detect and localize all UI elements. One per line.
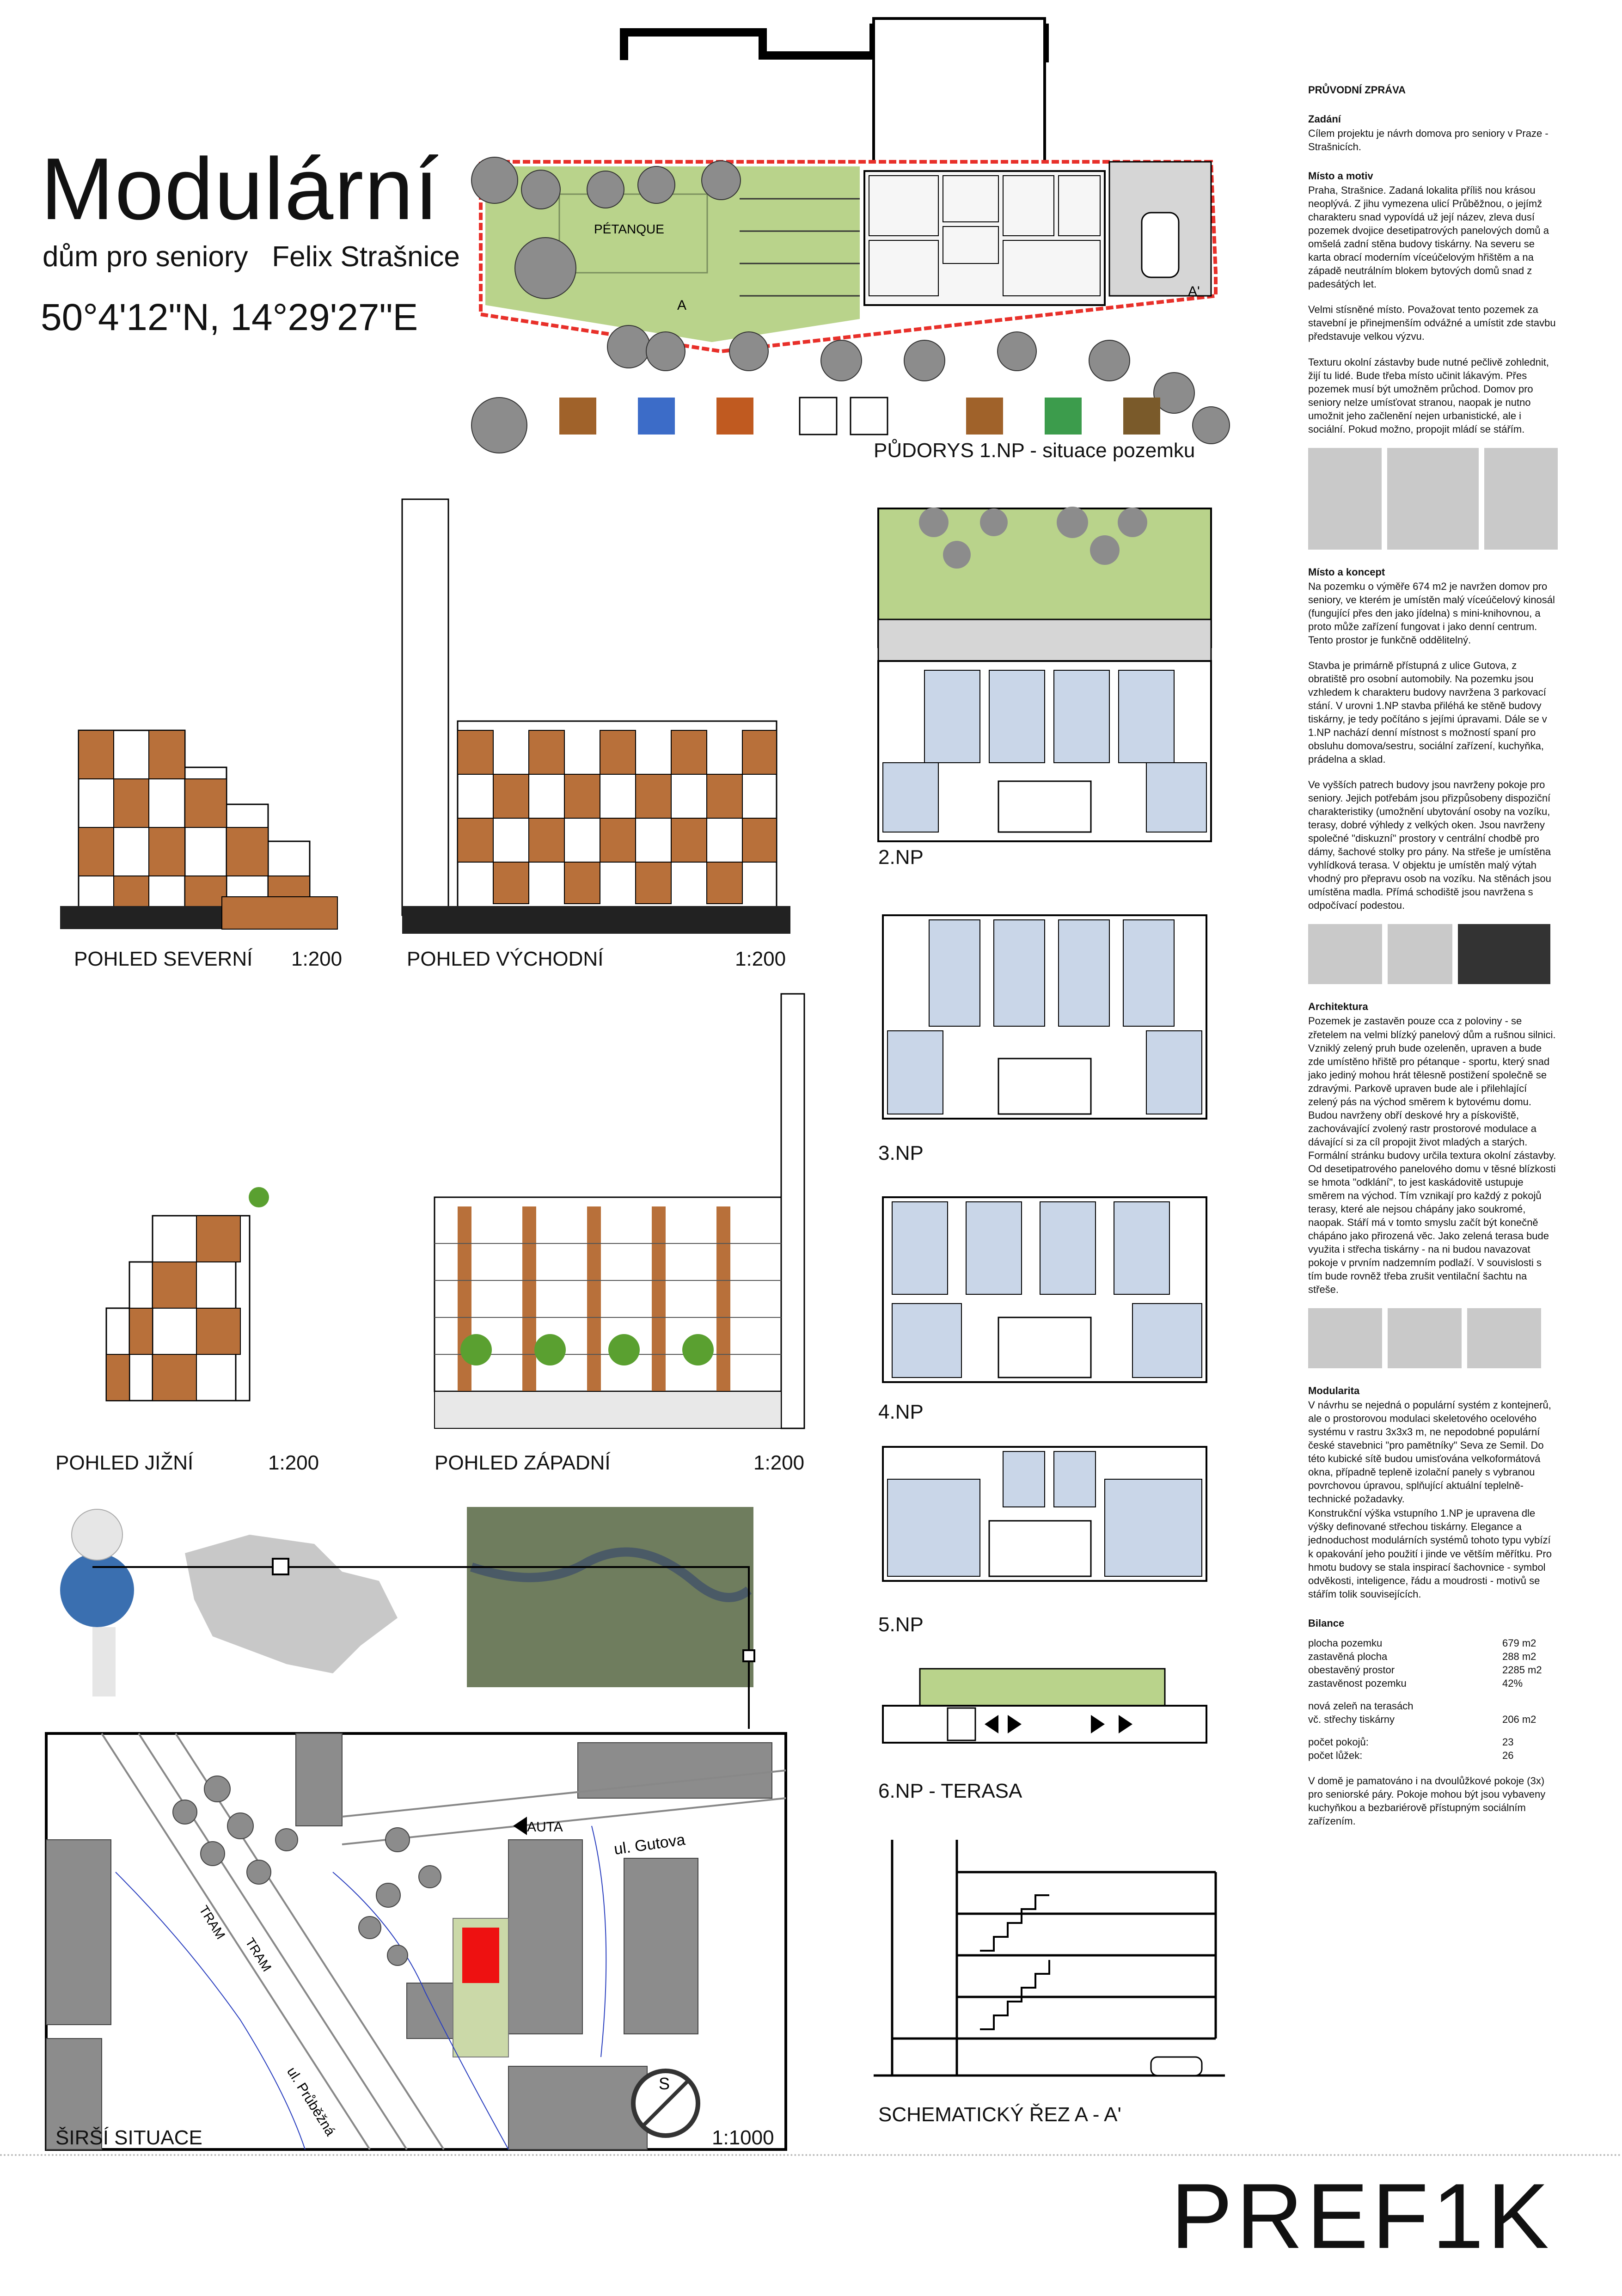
section-mark-a2: A': [1188, 284, 1200, 299]
photo: [1388, 1308, 1462, 1368]
location-maps: [55, 1498, 804, 1738]
north-label: S: [659, 2074, 670, 2093]
elevation-west-scale: 1:200: [753, 1451, 805, 1474]
elevation-north-scale: 1:200: [291, 948, 343, 970]
brand-logo: PREF1K: [1170, 2165, 1553, 2268]
modularita-heading: Modularita: [1308, 1385, 1360, 1397]
misto-heading: Místo a motiv: [1308, 170, 1373, 182]
architektura-text: Pozemek je zastavěn pouze cca z poloviny - se zřetelem na velmi blízký panelový dům a rušnou silnici. Vzniklý zelený pruh bude ozeleněn, upraven a bude zde umístěno hřiště pro pétanque - sportu, který snad jako jediný mohou hrát tělesně postižení společně se zdravými. Parkově upraven bude ale i přilehlající zelený pás na východ směrem k bytovému domu. Budou navrženy obří deskové hry a pískoviště, zachovávající zvolený rastr prostorové modulace a dávající si za cíl propojit život mladých a starých. Formální stránku budovy určila textura okolní zástavby. Od desetipatrového panelového domu v těsné blízkosti se hmota "odklání", to jest kaskádovitě ustupuje směrem na východ. Tím vznikají pro každý z pokojů terasy, které ale nejsou chápány jako soukromé, naopak. Stáří má v tomto smyslu začít být konečně chápáno jako přirozená věc. Jako zelená terasa bude využita i střecha tiskárny - na ni budou navazovat pokoje v prvním nadzemním podlaží. V souvislosti s tím bude rovněž třeba zrušit ventilační šachtu na střeše.: [1308, 1015, 1556, 1296]
section-caption: SCHEMATICKÝ ŘEZ A - A': [878, 2103, 1121, 2126]
figure-icon: [72, 1509, 122, 1560]
auta-label: AUTA: [527, 1819, 563, 1835]
final-text: V domě je pamatováno i na dvoulůžkové pokoje (3x) pro seniorské páry. Pokoje mohou být jsou vybaveny kuchyňkou a bezbariérově přístupným sociálním zařízením.: [1308, 1775, 1546, 1827]
modularita-text-2: Konstrukční výška vstupního 1.NP je upravena dle výšky definované střechou tiskárny. Elegance a jednoduchost modulárních systémů tohoto typu vybízí k opakování jeho použití i jinde ve větším měřítku. Pro hmotu budovy se stala inspirací šachovnice - symbol odvěkosti, inteligence, řádu a moudrosti - motivů se stářím tolik souvisejících.: [1308, 1507, 1552, 1600]
section-a-a: [874, 1831, 1225, 2089]
floor-plan-4np: [874, 1193, 1216, 1391]
table-row: počet lůžek: 26: [1308, 1749, 1514, 1761]
table-row: obestavěný prostor 2285 m2: [1308, 1664, 1542, 1676]
zadani-heading: Zadání: [1308, 113, 1341, 125]
tram-label-2: TRAM: [242, 1935, 275, 1974]
game-boards: [559, 398, 1160, 435]
elevation-south-scale: 1:200: [268, 1451, 319, 1474]
koncept-heading: Místo a koncept: [1308, 566, 1385, 578]
elevation-north-caption: POHLED SEVERNÍ: [74, 948, 253, 970]
tram-label-1: TRAM: [196, 1903, 228, 1942]
floor-plan-2np-label: 2.NP: [878, 846, 924, 869]
floor-plan-4np-label: 4.NP: [878, 1401, 924, 1423]
elevation-east-caption: POHLED VÝCHODNÍ: [407, 948, 604, 970]
floor-plan-3np: [874, 911, 1216, 1128]
koncept-text-1: Na pozemku o výměře 674 m2 je navržen domov pro seniory, ve kterém je umístěn malý víceúčelový kinosál (fungující přes den jako jídelna) s mini-knihovnou, a proto může zařízení fungovat i jako denní centrum. Tento prostor je funkčně oddělitelný.: [1308, 580, 1555, 646]
koncept-text-2: Stavba je primárně přístupná z ulice Gutova, z obratiště pro osobní automobily. Na pozemku jsou vzhledem k charakteru budovy navržena 3 parkovací stání. V urovni 1.NP stavba přiléhá ke stěně budovy tiskárny, je tedy počítáno s jejími úpravami. Dále se v 1.NP nachází denní místnost s možností spaní pro obsluhu domova/sestru, sociální zařízení, kuchyňka, prádelna a sklad.: [1308, 659, 1547, 765]
photo: [1388, 924, 1452, 984]
misto-text-1: Praha, Strašnice. Zadaná lokalita příliš nou krásou neoplývá. Z jihu vymezena ulicí Průběžnou, o jejímž charakteru snad vypovídá už její název, zleva dusí pozemek dvojice desetipatrových panelových domů a omšelá zadní stěna budovy tiskárny. Na severu se karta obrací moderním víceúčelovým hřištěm a na západě neutrálním blokem bytových domů snad z padesátých let.: [1308, 184, 1549, 290]
petanque-label: PÉTANQUE: [594, 222, 664, 236]
elevation-east: [398, 499, 795, 943]
photo: [1467, 1308, 1541, 1368]
page-title: Modulární: [41, 140, 440, 238]
table-row: plocha pozemku 679 m2: [1308, 1637, 1536, 1649]
situation-caption: ŠIRŠÍ SITUACE: [55, 2126, 202, 2149]
floor-plan-3np-label: 3.NP: [878, 1142, 924, 1164]
photo: [1308, 1308, 1382, 1368]
report-heading: PRŮVODNÍ ZPRÁVA: [1308, 84, 1406, 96]
table-row: zastavěná plocha 288 m2: [1308, 1650, 1536, 1662]
misto-text-2: Velmi stísněné místo. Považovat tento pozemek za stavební je přinejmenším odvážné a umístit zde stavbu představuje velkou výzvu.: [1308, 304, 1556, 343]
floor-plan-5np: [874, 1442, 1216, 1586]
modularita-text-1: V návrhu se nejedná o populární systém z kontejnerů, ale o prostorovou modulaci skeletového ocelového systému v rastru 3x3x3 m, ne nepodobné populární české stavebnici "pro pamětníky" Seva ze Semil. Do této kubické sítě budou umisťována velkoformátová okna, případně tepleně izolační panely s vybranou povrchovou úpravou, splňující aktuální teplelně-technické požadavky.: [1308, 1399, 1551, 1505]
elevation-south-caption: POHLED JIŽNÍ: [55, 1451, 194, 1474]
photo: [1308, 448, 1382, 550]
koncept-text-3: Ve vyšších patrech budovy jsou navrženy pokoje pro seniory. Jejich potřebám jsou přizpůsobeny dispoziční charakteristiky (umožnění ubytování osoby na vozíku, terasy, dobré výhledy z velkých oken. Jsou navrženy společné "diskuzní" prostory v centrální chodbě pro dámy, šachové stolky pro pány. Na střeše je umístěna vyhlídková terasa. V objektu je umístěn malý výtah vhodný pro přepravu osob na vozíku. Na stěnách jsou umístěna madla. Přímá schodiště jsou navržena s odpočívací podestou.: [1308, 779, 1551, 912]
elevation-west: [430, 994, 809, 1433]
ground-floor-plan: [864, 171, 1105, 305]
subtitle-project: dům pro seniory: [43, 241, 248, 273]
table-row: vč. střechy tiskárny 206 m2: [1308, 1713, 1536, 1725]
photo: [1387, 448, 1479, 550]
floor-plan-5np-label: 5.NP: [878, 1613, 924, 1636]
modular-photos: [1308, 1308, 1558, 1368]
table-row: nová zeleň na terasách: [1308, 1700, 1414, 1712]
street-gutova-label: ul. Gutova: [612, 1831, 686, 1858]
photo: [1308, 924, 1382, 984]
section-mark-a: A: [677, 298, 687, 313]
misto-text-3: Texturu okolní zástavby bude nutné pečlivě zohlednit, žijí tu lidé. Bude třeba místo učinit lákavým. Přes pozemek musí být umožněm průchod. Domov pro seniory nelze umísťovat stranou, naopak je nutno umožnit jeho začlenění nejen urbanistické, ale i sociální. Pokud možno, propojit mládí se stářím.: [1308, 356, 1549, 435]
bilance-heading: Bilance: [1308, 1617, 1345, 1629]
page-subtitle: [43, 240, 460, 273]
dotted-separator: [0, 2154, 1622, 2156]
report-column: [1308, 83, 1558, 1828]
globe-icon: [60, 1553, 134, 1627]
table-row: počet pokojů: 23: [1308, 1736, 1514, 1748]
floor-plan-6np: [874, 1664, 1216, 1747]
photo: [1484, 448, 1558, 550]
elevation-east-scale: 1:200: [735, 948, 786, 970]
floor-plan-2np: [874, 504, 1216, 846]
seniors-photos: [1308, 448, 1558, 550]
elevation-south: [60, 1169, 337, 1410]
zadani-text: Cílem projektu je návrh domova pro seniory v Praze - Strašnicích.: [1308, 128, 1549, 153]
elevation-north: [60, 638, 347, 961]
site-plan: [453, 18, 1267, 462]
car-icon: [1151, 2057, 1202, 2076]
floor-plan-6np-label: 6.NP - TERASA: [878, 1780, 1022, 1802]
gps-coordinates: 50°4'12"N, 14°29'27"E: [41, 296, 418, 338]
bilance-table: [1308, 1636, 1558, 1762]
subtitle-location: Felix Strašnice: [272, 241, 460, 273]
wider-situation-map: [46, 1733, 804, 2159]
photo: [1458, 924, 1550, 984]
situation-scale: 1:1000: [712, 2126, 774, 2149]
street-prubezna-label: ul. Průběžná: [284, 2064, 338, 2139]
elevation-west-caption: POHLED ZÁPADNÍ: [435, 1451, 611, 1474]
czech-map: [185, 1535, 398, 1673]
architektura-heading: Architektura: [1308, 1001, 1368, 1013]
chess-photos: [1308, 924, 1558, 984]
site-plan-caption: PŮDORYS 1.NP - situace pozemku: [874, 439, 1195, 462]
table-row: zastavěnost pozemku 42%: [1308, 1677, 1523, 1689]
car-icon: [1142, 213, 1179, 277]
